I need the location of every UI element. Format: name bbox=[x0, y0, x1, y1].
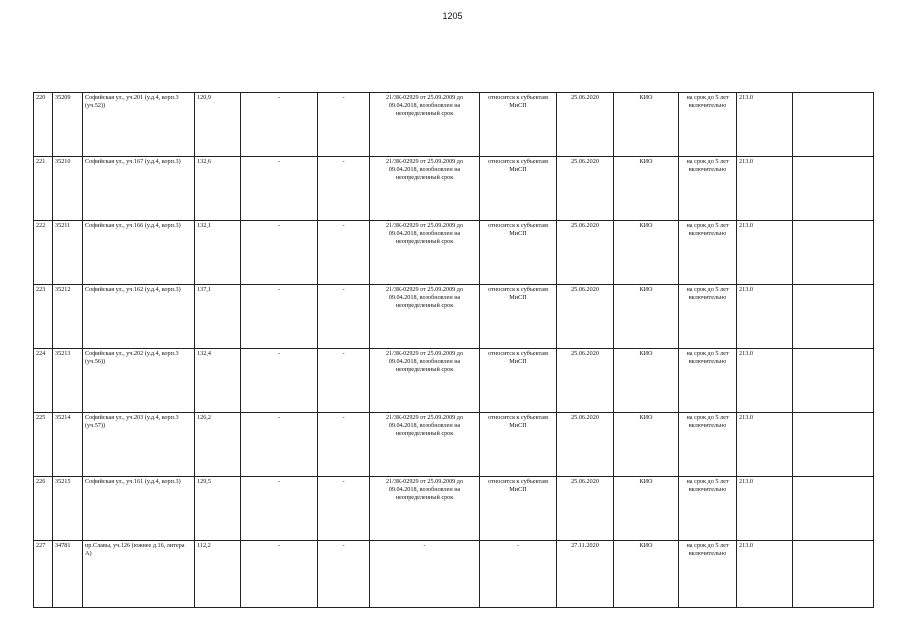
document-cell: - bbox=[370, 541, 480, 608]
empty-cell-cell bbox=[793, 221, 874, 285]
organization-cell: КИО bbox=[614, 541, 679, 608]
column-5-cell: - bbox=[318, 221, 370, 285]
registry-number-cell: 35212 bbox=[53, 285, 83, 349]
organization-cell: КИО bbox=[614, 477, 679, 541]
organization-cell: КИО bbox=[614, 349, 679, 413]
date-cell: 25.06.2020 bbox=[557, 349, 614, 413]
row-number-cell: 224 bbox=[34, 349, 53, 413]
code-cell: 213.0 bbox=[737, 221, 793, 285]
column-4-cell: - bbox=[241, 413, 318, 477]
table-row bbox=[34, 285, 874, 349]
registry-number-cell: 35209 bbox=[53, 93, 83, 157]
area-cell: 137,1 bbox=[195, 285, 241, 349]
column-5-cell: - bbox=[318, 285, 370, 349]
address-cell: пр.Славы, уч.126 (южнее д.16, литера А) bbox=[83, 541, 195, 608]
area-cell: 132,6 bbox=[195, 157, 241, 221]
column-5-cell: - bbox=[318, 413, 370, 477]
area-cell: 112,2 bbox=[195, 541, 241, 608]
date-cell: 25.06.2020 bbox=[557, 93, 614, 157]
date-cell: 25.06.2020 bbox=[557, 221, 614, 285]
column-4-cell: - bbox=[241, 93, 318, 157]
area-cell: 126,2 bbox=[195, 413, 241, 477]
category-cell: относится к субъектам МиСП bbox=[480, 93, 557, 157]
registry-number-cell: 35210 bbox=[53, 157, 83, 221]
column-4-cell: - bbox=[241, 285, 318, 349]
code-cell: 213.0 bbox=[737, 413, 793, 477]
code-cell: 213.0 bbox=[737, 349, 793, 413]
date-cell: 25.06.2020 bbox=[557, 157, 614, 221]
empty-cell-cell bbox=[793, 93, 874, 157]
registry-number-cell: 35211 bbox=[53, 221, 83, 285]
column-5-cell: - bbox=[318, 93, 370, 157]
registry-number-cell: 35215 bbox=[53, 477, 83, 541]
column-4-cell: - bbox=[241, 221, 318, 285]
table-row bbox=[34, 541, 874, 608]
address-cell: Софийская ул., уч.201 (у.д.4, корп.3 (уч.52)) bbox=[83, 93, 195, 157]
empty-cell-cell bbox=[793, 157, 874, 221]
area-cell: 132,1 bbox=[195, 221, 241, 285]
address-cell: Софийская ул., уч.202 (у.д.4, корп.3 (уч.56)) bbox=[83, 349, 195, 413]
table-row bbox=[34, 157, 874, 221]
category-cell: относится к субъектам МиСП bbox=[480, 477, 557, 541]
area-cell: 120,9 bbox=[195, 93, 241, 157]
term-cell: на срок до 5 лет включительно bbox=[679, 285, 737, 349]
row-number-cell: 223 bbox=[34, 285, 53, 349]
row-number-cell: 222 bbox=[34, 221, 53, 285]
property-table bbox=[33, 92, 874, 608]
document-cell: 21/ЗК-02929 от 25.09.2009 до 09.04.2018, возобновлен на неопределенный срок bbox=[370, 413, 480, 477]
term-cell: на срок до 5 лет включительно bbox=[679, 157, 737, 221]
table-row bbox=[34, 349, 874, 413]
term-cell: на срок до 5 лет включительно bbox=[679, 477, 737, 541]
registry-number-cell: 34781 bbox=[53, 541, 83, 608]
area-cell: 129,5 bbox=[195, 477, 241, 541]
code-cell: 213.0 bbox=[737, 477, 793, 541]
code-cell: 213.0 bbox=[737, 285, 793, 349]
category-cell: относится к субъектам МиСП bbox=[480, 349, 557, 413]
document-cell: 21/ЗК-02929 от 25.09.2009 до 09.04.2018, возобновлен на неопределенный срок bbox=[370, 93, 480, 157]
registry-number-cell: 35214 bbox=[53, 413, 83, 477]
document-cell: 21/ЗК-02929 от 25.09.2009 до 09.04.2018, возобновлен на неопределенный срок bbox=[370, 285, 480, 349]
address-cell: Софийская ул., уч.166 (у.д.4, корп.3) bbox=[83, 221, 195, 285]
code-cell: 213.0 bbox=[737, 541, 793, 608]
address-cell: Софийская ул., уч.167 (у.д.4, корп.3) bbox=[83, 157, 195, 221]
document-cell: 21/ЗК-02929 от 25.09.2009 до 09.04.2018, возобновлен на неопределенный срок bbox=[370, 221, 480, 285]
table-row bbox=[34, 413, 874, 477]
page-number: 1205 bbox=[442, 11, 463, 21]
category-cell: - bbox=[480, 541, 557, 608]
row-number-cell: 220 bbox=[34, 93, 53, 157]
row-number-cell: 226 bbox=[34, 477, 53, 541]
date-cell: 25.06.2020 bbox=[557, 285, 614, 349]
organization-cell: КИО bbox=[614, 285, 679, 349]
category-cell: относится к субъектам МиСП bbox=[480, 413, 557, 477]
column-4-cell: - bbox=[241, 541, 318, 608]
area-cell: 132,4 bbox=[195, 349, 241, 413]
column-4-cell: - bbox=[241, 349, 318, 413]
column-4-cell: - bbox=[241, 477, 318, 541]
row-number-cell: 227 bbox=[34, 541, 53, 608]
organization-cell: КИО bbox=[614, 93, 679, 157]
empty-cell-cell bbox=[793, 413, 874, 477]
category-cell: относится к субъектам МиСП bbox=[480, 157, 557, 221]
category-cell: относится к субъектам МиСП bbox=[480, 221, 557, 285]
term-cell: на срок до 5 лет включительно bbox=[679, 349, 737, 413]
document-cell: 21/ЗК-02929 от 25.09.2009 до 09.04.2018, возобновлен на неопределенный срок bbox=[370, 157, 480, 221]
column-5-cell: - bbox=[318, 157, 370, 221]
code-cell: 213.0 bbox=[737, 157, 793, 221]
empty-cell-cell bbox=[793, 349, 874, 413]
term-cell: на срок до 5 лет включительно bbox=[679, 541, 737, 608]
address-cell: Софийская ул., уч.162 (у.д.4, корп.3) bbox=[83, 285, 195, 349]
date-cell: 27.11.2020 bbox=[557, 541, 614, 608]
column-4-cell: - bbox=[241, 157, 318, 221]
date-cell: 25.06.2020 bbox=[557, 413, 614, 477]
column-5-cell: - bbox=[318, 541, 370, 608]
code-cell: 213.0 bbox=[737, 93, 793, 157]
column-5-cell: - bbox=[318, 477, 370, 541]
empty-cell-cell bbox=[793, 285, 874, 349]
organization-cell: КИО bbox=[614, 221, 679, 285]
document-cell: 21/ЗК-02929 от 25.09.2009 до 09.04.2018, возобновлен на неопределенный срок bbox=[370, 349, 480, 413]
table-row bbox=[34, 221, 874, 285]
organization-cell: КИО bbox=[614, 157, 679, 221]
table-row bbox=[34, 477, 874, 541]
table-row bbox=[34, 93, 874, 157]
address-cell: Софийская ул., уч.203 (у.д.4, корп.3 (уч.57)) bbox=[83, 413, 195, 477]
organization-cell: КИО bbox=[614, 413, 679, 477]
address-cell: Софийская ул., уч.161 (у.д.4, корп.3) bbox=[83, 477, 195, 541]
category-cell: относится к субъектам МиСП bbox=[480, 285, 557, 349]
term-cell: на срок до 5 лет включительно bbox=[679, 413, 737, 477]
column-5-cell: - bbox=[318, 349, 370, 413]
document-cell: 21/ЗК-02929 от 25.09.2009 до 09.04.2018, возобновлен на неопределенный срок bbox=[370, 477, 480, 541]
term-cell: на срок до 5 лет включительно bbox=[679, 221, 737, 285]
term-cell: на срок до 5 лет включительно bbox=[679, 93, 737, 157]
empty-cell-cell bbox=[793, 477, 874, 541]
row-number-cell: 225 bbox=[34, 413, 53, 477]
empty-cell-cell bbox=[793, 541, 874, 608]
registry-number-cell: 35213 bbox=[53, 349, 83, 413]
date-cell: 25.06.2020 bbox=[557, 477, 614, 541]
row-number-cell: 221 bbox=[34, 157, 53, 221]
